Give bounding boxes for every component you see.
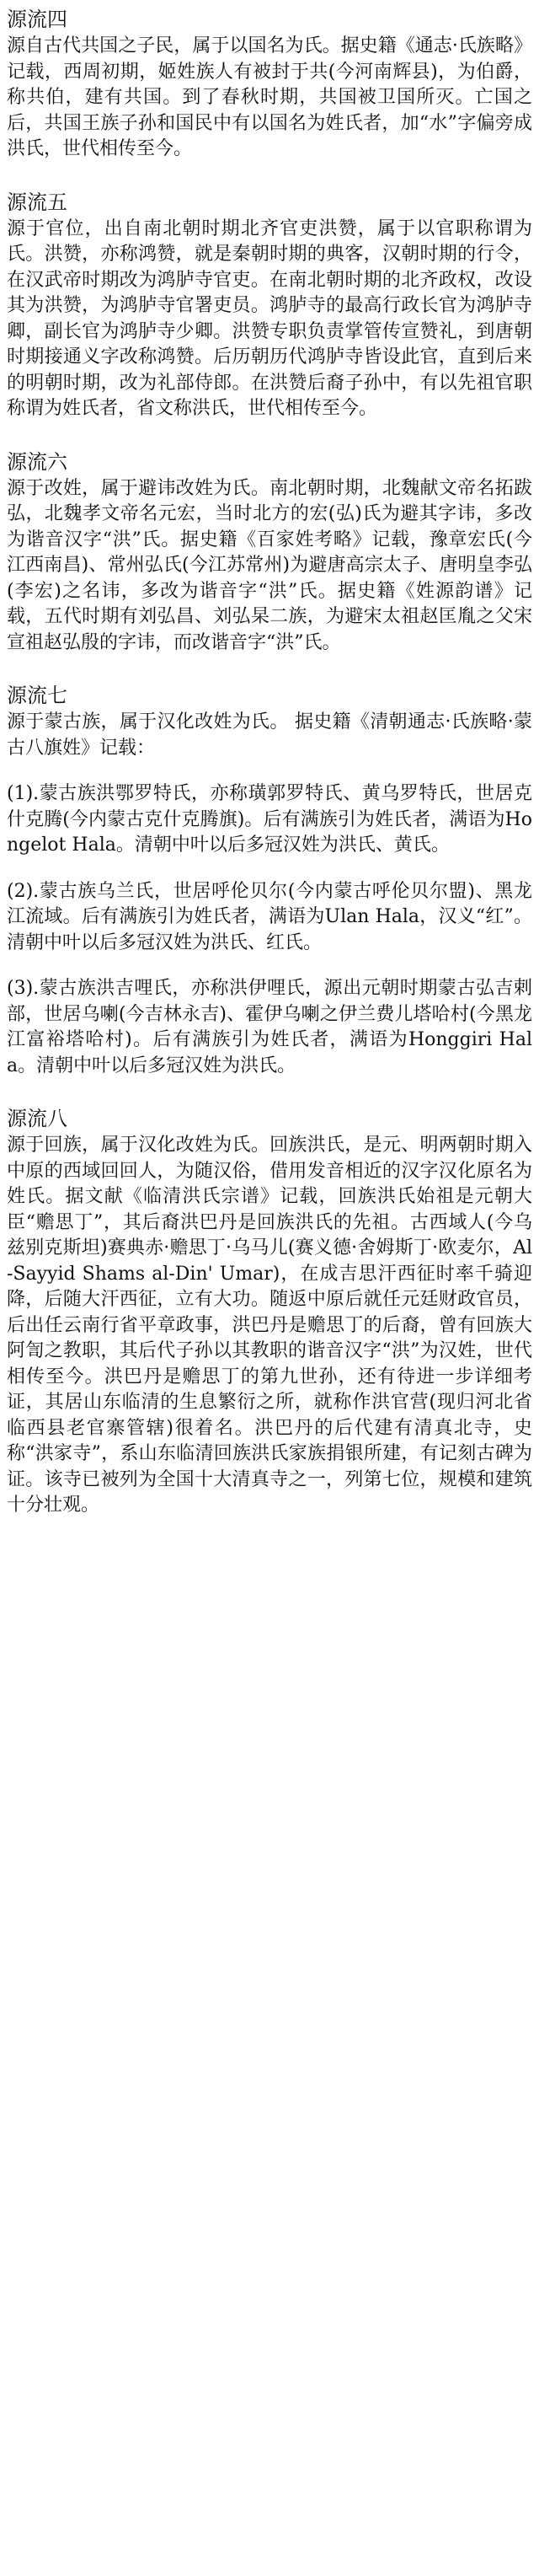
section-paragraph: 源于官位，出自南北朝时期北齐官吏洪赞，属于以官职称谓为氏。洪赞，亦称鸿赞，就是秦朝时期的典客，汉朝时期的行令，在汉武帝时期改为鸿胪寺官吏。在南北朝时期的北齐政权，改设其为洪赞，为鸿胪寺官署吏员。鸿胪寺的最高行政长官为鸿胪寺卿，副长官为鸿胪寺少卿。洪赞专职负责掌管传宣赞礼，到唐朝时期接通义字改称鸿赞。后历朝历代鸿胪寺皆设此官，直到后来的明朝时期，改为礼部侍郎。在洪赞后裔子孙中，有以先祖官职称谓为姓氏者，省文称洪氏，世代相传至今。 [7,217,532,419]
section-list-item: (2).蒙古族乌兰氏，世居呼伦贝尔(今内蒙古呼伦贝尔盟)、黑龙江流域。后有满族引为姓氏者，满语为Ulan Hala，汉义“红”。清朝中叶以后多冠汉姓为洪氏、红氏。 [7,880,532,953]
section-source-4 [7,5,532,163]
section-source-7 [7,681,532,1079]
section-source-8 [7,1104,532,1519]
section-spacer [7,656,532,681]
section-paragraph: 源自古代共国之子民，属于以国名为氏。据史籍《通志·氏族略》记载，西周初期，姬姓族人有被封于共(今河南辉县)，为伯爵，称共伯，建有共国。到了春秋时期，共国被卫国所灭。亡国之后，共国王族子孙和国民中有以国名为姓氏者，加“水”字偏旁成洪氏，世代相传至今。 [7,35,532,159]
section-paragraph: 源于蒙古族，属于汉化改姓为氏。 据史籍《清朝通志·氏族略·蒙古八旗姓》记载： [7,711,532,759]
section-source-5 [7,188,532,422]
section-title: 源流四 [7,8,67,31]
section-title: 源流七 [7,684,67,707]
section-title: 源流六 [7,449,67,474]
section-paragraph: 源于回族，属于汉化改姓为氏。回族洪氏，是元、明两朝时期入中原的西域回回人，为随汉俗，借用发音相近的汉字汉化原名为姓氏。据文献《临清洪氏宗谱》记载，回族洪氏始祖是元朝大臣“赡思丁”，其后裔洪巴丹是回族洪氏的先祖。古西域人(今乌兹别克斯坦)赛典赤·赡思丁·乌马儿(赛义德·舍姆斯丁·欧麦尔，Al-Sayyid Shams al-Din' Umar)，在成吉思汗西征时率千骑迎降，后随大汗西征，立有大功。随返中原后就任元廷财政官员，后出任云南行省平章政事，洪巴丹是赡思丁的后裔，曾有回族大阿訇之教职，其后代子孙以其教职的谐音汉字“洪”为汉姓，世代相传至今。洪巴丹是赡思丁的第九世孙，还有待进一步详细考证，其居山东临清的生息繁衍之所，就称作洪官营(现归河北省临西县老官寨管辖)很着名。洪巴丹的后代建有清真北寺，史称“洪家寺”，系山东临清回族洪氏家族捐银所建，有记刻古碑为证。该寺已被列为全国十大清真寺之一，列第七位，规模和建筑十分壮观。 [7,1135,532,1516]
section-source-6 [7,448,532,657]
paragraph-spacer [7,859,532,877]
paragraph-spacer [7,761,532,780]
section-spacer [7,422,532,448]
section-list-item: (3).蒙古族洪吉哩氏，亦称洪伊哩氏，源出元朝时期蒙古弘吉剌部，世居乌喇(今吉林永吉)、霍伊乌喇之伊兰费儿塔哈村(今黑龙江富裕塔哈村)。后有满族引为姓氏者，满语为Honggiri Hala。清朝中叶以后多冠汉姓为洪氏。 [7,978,532,1076]
paragraph-spacer [7,956,532,974]
section-spacer [7,163,532,188]
section-list-item: (1).蒙古族洪鄂罗特氏，亦称璜郭罗特氏、黄乌罗特氏，世居克什克腾(今内蒙古克什克腾旗)。后有满族引为姓氏者，满语为Hongelot Hala。清朝中叶以后多冠汉姓为洪氏、黄氏。 [7,783,532,856]
section-spacer [7,1079,532,1104]
section-title: 源流八 [7,1107,67,1130]
section-title: 源流五 [7,190,67,214]
section-paragraph: 源于改姓，属于避讳改姓为氏。南北朝时期，北魏献文帝名拓跋弘，北魏孝文帝名元宏，当时北方的宏(弘)氏为避其字讳，多改为谐音汉字“洪”氏。据史籍《百家姓考略》记载，豫章宏氏(今江西南昌)、常州弘氏(今江苏常州)为避唐高宗太子、唐明皇李弘(李宏)之名讳，多改为谐音字“洪”氏。据史籍《姓源韵谱》记载，五代时期有刘弘昌、刘弘杲二族，为避宋太祖赵匡胤之父宋宣祖赵弘殷的字讳，而改谐音字“洪”氏。 [7,477,532,653]
